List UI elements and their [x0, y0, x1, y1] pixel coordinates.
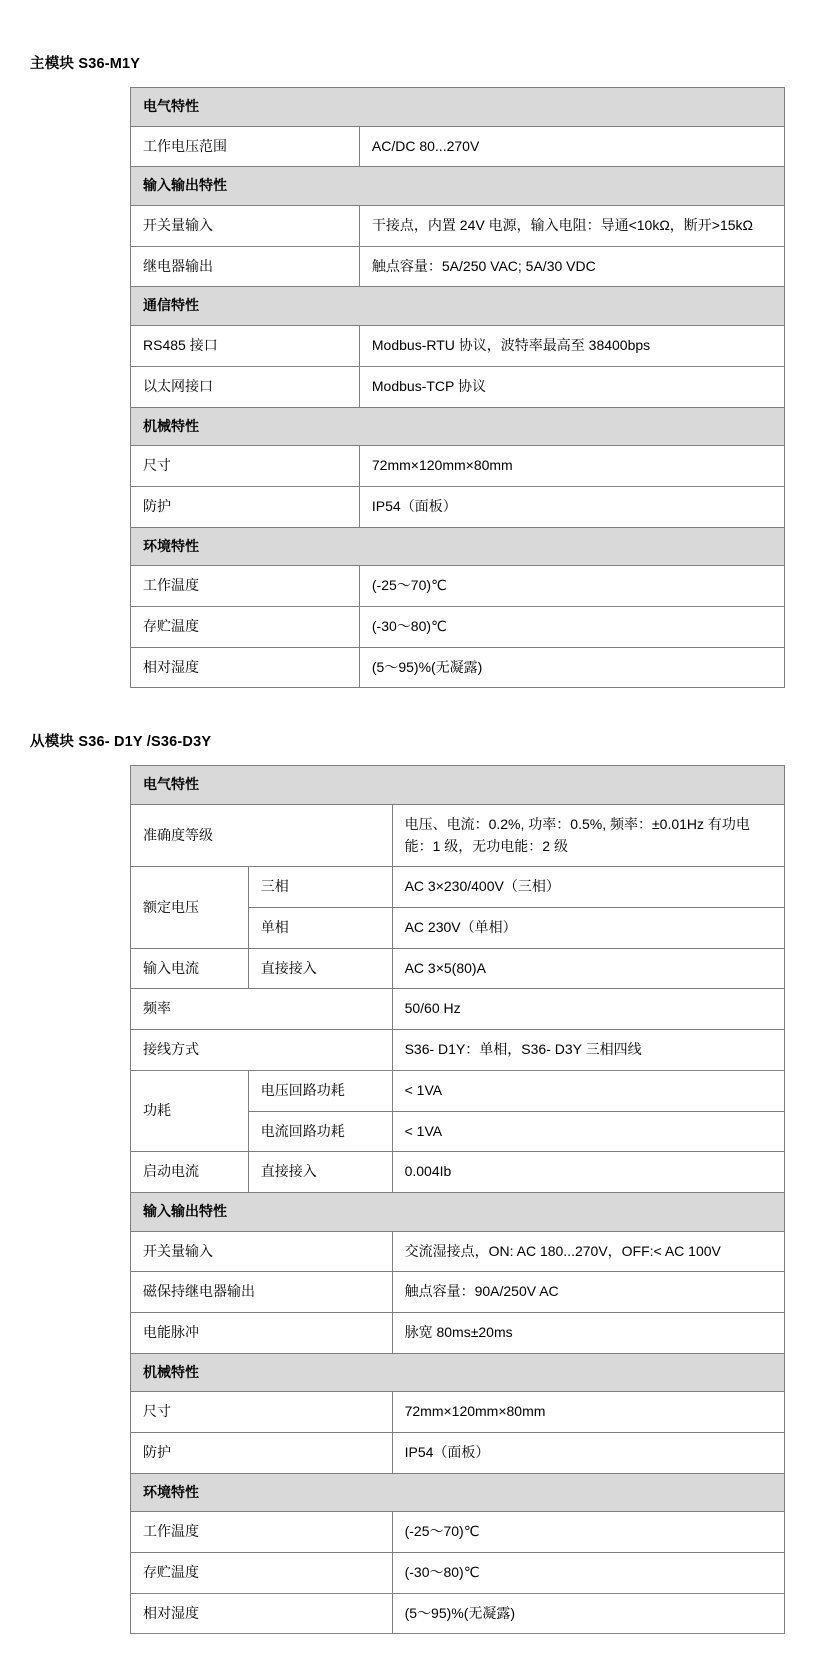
table-row	[131, 1272, 785, 1313]
table-row	[131, 989, 785, 1030]
row-value: AC 230V（单相）	[392, 908, 784, 949]
row-label: 开关量输入	[131, 206, 360, 247]
row-label: 接线方式	[131, 1030, 393, 1071]
row-sublabel: 直接接入	[248, 1152, 392, 1193]
table-row	[131, 527, 785, 566]
table-row	[131, 1030, 785, 1071]
row-sublabel: 电压回路功耗	[248, 1070, 392, 1111]
table-row	[131, 126, 785, 167]
row-value: 0.004Ib	[392, 1152, 784, 1193]
row-value: 脉宽 80ms±20ms	[392, 1312, 784, 1353]
row-label: 工作温度	[131, 566, 360, 607]
row-value: 交流湿接点，ON: AC 180...270V，OFF:< AC 100V	[392, 1231, 784, 1272]
table-row	[131, 1512, 785, 1553]
table-row	[131, 287, 785, 326]
row-value: S36- D1Y：单相，S36- D3Y 三相四线	[392, 1030, 784, 1071]
row-value: 触点容量：90A/250V AC	[392, 1272, 784, 1313]
slave-module-title: 从模块 S36- D1Y /S36-D3Y	[30, 734, 212, 751]
group-header-cell: 输入输出特性	[131, 1192, 785, 1231]
row-label: 存贮温度	[131, 1553, 393, 1594]
row-value: (5～95)%(无凝露)	[359, 647, 784, 688]
group-header-cell: 机械特性	[131, 1353, 785, 1392]
row-value: (-30～80)℃	[392, 1553, 784, 1594]
row-value: (-30～80)℃	[359, 606, 784, 647]
row-label: 以太网接口	[131, 366, 360, 407]
table-row	[131, 1553, 785, 1594]
table-row	[131, 766, 785, 805]
row-label: 额定电压	[131, 867, 249, 948]
row-sublabel: 直接接入	[248, 948, 392, 989]
row-label: 频率	[131, 989, 393, 1030]
table-row	[131, 1392, 785, 1433]
main-module-title: 主模块 S36-M1Y	[30, 56, 141, 72]
table-row	[131, 167, 785, 206]
table-row	[131, 1070, 785, 1111]
table-row	[131, 647, 785, 688]
table-row	[131, 407, 785, 446]
table-row	[131, 446, 785, 487]
table-row	[131, 206, 785, 247]
group-header-cell: 输入输出特性	[131, 167, 785, 206]
group-header-cell: 电气特性	[131, 766, 785, 805]
table-row	[131, 606, 785, 647]
table-row	[131, 1353, 785, 1392]
row-value: (5～95)%(无凝露)	[392, 1593, 784, 1634]
row-label: 相对湿度	[131, 1593, 393, 1634]
table-row	[131, 486, 785, 527]
row-value: 50/60 Hz	[392, 989, 784, 1030]
row-label: 启动电流	[131, 1152, 249, 1193]
row-label: 工作温度	[131, 1512, 393, 1553]
row-label: 防护	[131, 1433, 393, 1474]
group-header-cell: 机械特性	[131, 407, 785, 446]
row-label: RS485 接口	[131, 326, 360, 367]
row-sublabel: 单相	[248, 908, 392, 949]
table-row	[131, 805, 785, 867]
row-label: 尺寸	[131, 1392, 393, 1433]
row-value: < 1VA	[392, 1070, 784, 1111]
group-header-cell: 电气特性	[131, 88, 785, 127]
row-label: 尺寸	[131, 446, 360, 487]
row-label: 功耗	[131, 1070, 249, 1151]
slave-module-section	[30, 730, 787, 1634]
row-label: 准确度等级	[131, 805, 393, 867]
table-row	[131, 1231, 785, 1272]
table-row	[131, 1473, 785, 1512]
row-value: (-25～70)℃	[392, 1512, 784, 1553]
row-label: 防护	[131, 486, 360, 527]
row-label: 磁保持继电器输出	[131, 1272, 393, 1313]
row-label: 开关量输入	[131, 1231, 393, 1272]
row-sublabel: 三相	[248, 867, 392, 908]
row-label: 继电器输出	[131, 246, 360, 287]
table-row	[131, 867, 785, 908]
table-row	[131, 1593, 785, 1634]
row-label: 存贮温度	[131, 606, 360, 647]
row-label: 电能脉冲	[131, 1312, 393, 1353]
table-row	[131, 566, 785, 607]
table-row	[131, 1152, 785, 1193]
row-label: 输入电流	[131, 948, 249, 989]
row-value: AC/DC 80...270V	[359, 126, 784, 167]
slave-module-spec-table	[130, 765, 785, 1634]
row-value: 电压、电流：0.2%, 功率：0.5%, 频率：±0.01Hz 有功电能：1 级，无功电能：2 级	[392, 805, 784, 867]
table-row	[131, 948, 785, 989]
main-module-section	[30, 52, 787, 688]
row-label: 工作电压范围	[131, 126, 360, 167]
row-sublabel: 电流回路功耗	[248, 1111, 392, 1152]
row-value: 干接点，内置 24V 电源，输入电阻：导通<10kΩ，断开>15kΩ	[359, 206, 784, 247]
row-value: AC 3×5(80)A	[392, 948, 784, 989]
table-row	[131, 246, 785, 287]
row-value: Modbus-RTU 协议，波特率最高至 38400bps	[359, 326, 784, 367]
row-value: IP54（面板）	[392, 1433, 784, 1474]
group-header-cell: 环境特性	[131, 1473, 785, 1512]
group-header-cell: 环境特性	[131, 527, 785, 566]
row-value: Modbus-TCP 协议	[359, 366, 784, 407]
row-value: (-25～70)℃	[359, 566, 784, 607]
section-gap	[30, 696, 787, 730]
table-row	[131, 88, 785, 127]
table-row	[131, 366, 785, 407]
row-value: IP54（面板）	[359, 486, 784, 527]
main-module-spec-table	[130, 87, 785, 688]
table-row	[131, 1312, 785, 1353]
table-row	[131, 1192, 785, 1231]
row-label: 相对湿度	[131, 647, 360, 688]
row-value: AC 3×230/400V（三相）	[392, 867, 784, 908]
row-value: 触点容量：5A/250 VAC; 5A/30 VDC	[359, 246, 784, 287]
group-header-cell: 通信特性	[131, 287, 785, 326]
row-value: < 1VA	[392, 1111, 784, 1152]
row-value: 72mm×120mm×80mm	[392, 1392, 784, 1433]
table-row	[131, 326, 785, 367]
row-value: 72mm×120mm×80mm	[359, 446, 784, 487]
table-row	[131, 1433, 785, 1474]
